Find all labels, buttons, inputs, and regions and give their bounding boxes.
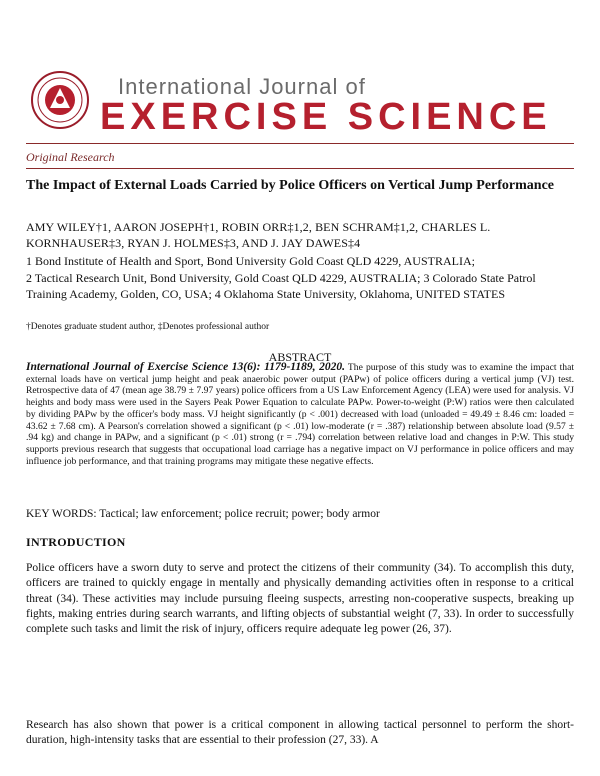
journal-name-main: EXERCISE SCIENCE xyxy=(100,96,552,138)
introduction-paragraph-1: Police officers have a sworn duty to serve and protect the citizens of their community (34). To accomplish this duty, officers are trained to quickly engage in mentally and physically demanding activities often in response to a critical threat (34). These activities may include pursuing fleeing suspects, arresting non-cooperative suspects, breaking up fights, making entries during search warrants, and lifting objects of substantial weight (7, 33). In order to successfully complete such tasks and limit the risk of injury, officers require adequate leg power (26, 37). xyxy=(26,562,574,636)
paper-title: The Impact of External Loads Carried by Police Officers on Vertical Jump Performance xyxy=(26,178,555,193)
introduction-paragraph-2: Research has also shown that power is a critical component in allowing tactical personnel to perform the short-duration, high-intensity tasks that are essential to their profession (27, 33). A xyxy=(26,719,574,747)
title-rule xyxy=(26,168,574,169)
abstract-heading: ABSTRACT xyxy=(268,350,332,364)
keywords: KEY WORDS: Tactical; law enforcement; police recruit; power; body armor xyxy=(26,508,380,520)
header-rule xyxy=(26,143,574,144)
introduction-heading: INTRODUCTION xyxy=(26,535,126,549)
journal-name-top: International Journal of xyxy=(118,74,366,99)
affiliation-2: 2 Tactical Research Unit, Bond University, Gold Coast QLD 4229, AUSTRALIA; 3 Colorado State Patrol Training Academy, Golden, CO, USA; 4 Oklahoma State University, Oklahoma, UNITED STATES xyxy=(26,271,536,301)
author-list: AMY WILEY†1, AARON JOSEPH†1, ROBIN ORR‡1,2, BEN SCHRAM‡1,2, CHARLES L. KORNHAUSER‡3, RYAN J. HOLMES‡3, AND J. JAY DAWES‡4 xyxy=(26,220,491,250)
journal-seal-logo-icon xyxy=(30,70,90,130)
affiliation-1: 1 Bond Institute of Health and Sport, Bond University Gold Coast QLD 4229, AUSTRALIA; xyxy=(26,254,475,268)
abstract-text: The purpose of this study was to examine the impact that external loads have on vertical jump height and peak anaerobic power output (PAPw) of police officers during a vertical jump (VJ) test. Retrospective data of 47 (mean age 38.79 ± 7.97 years) police officers from a US Law Enforcement Agency (LEA) were used for analysis. VJ heights and body mass were used in the Sayers Peak Power Equation to calculate PAPw. Power-to-weight (P:W) ratios were then calculated by dividing PAPw by the officer's body mass. VJ height significantly (p < .001) decreased with load (unloaded = 49.49 ± 8.46 cm: loaded = 43.62 ± 7.68 cm). A Pearson's correlation showed a significant (p < .01) low-moderate (r = .387) relationship between absolute load (9.57 ± .94 kg) and change in PAPw, and a significant (p < .01) strong (r = .794) correlation between relative load and changes in P:W. This study supports previous research that suggests that occupational load carriage has a negative impact on VJ performance in police officers and may influence job performance, and that training programs may mitigate these negative effects. xyxy=(26,362,574,467)
author-denotes-note: †Denotes graduate student author, ‡Denotes professional author xyxy=(26,322,270,332)
section-label: Original Research xyxy=(26,150,115,164)
abstract-citation: International Journal of Exercise Science 13(6): 1179-1189, 2020. xyxy=(26,361,345,373)
abstract-body xyxy=(26,362,574,467)
